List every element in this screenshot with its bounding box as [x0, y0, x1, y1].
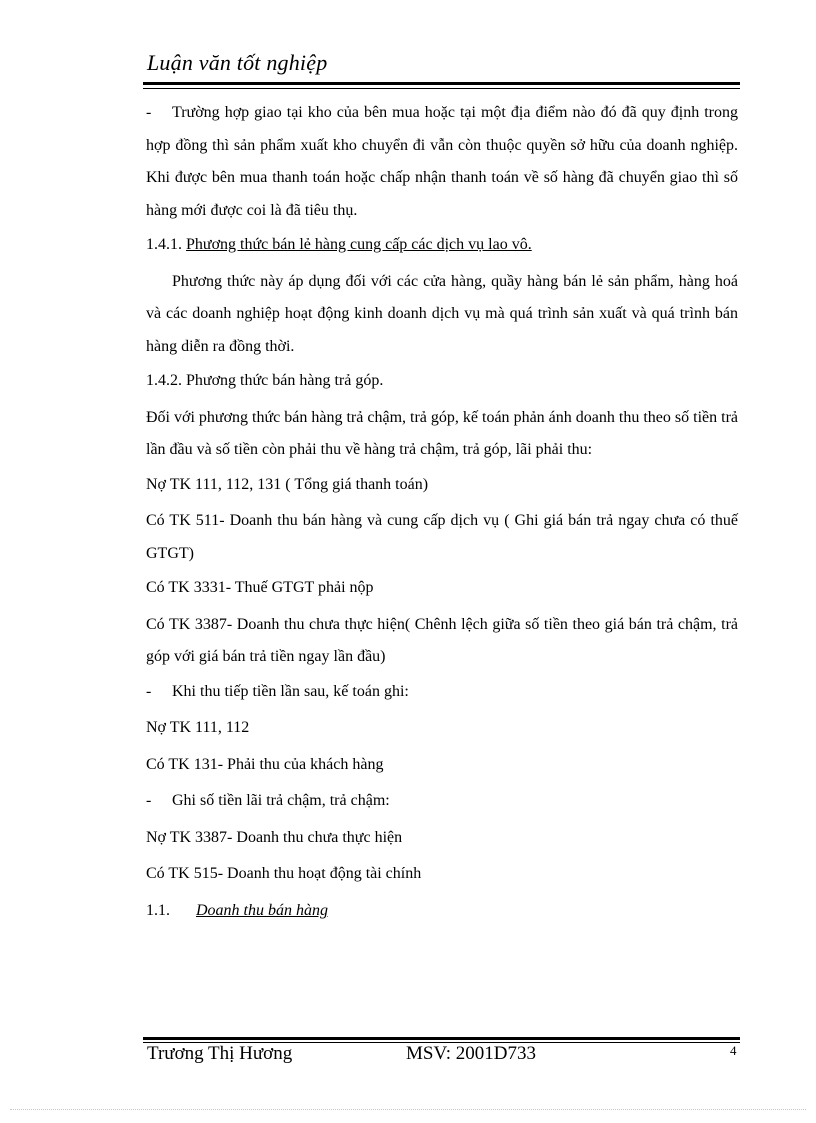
header-rule-thin [143, 88, 740, 89]
bullet-dash: - [146, 104, 152, 121]
paragraph-retail: Phương thức này áp dụng đối với các cửa hàng, quầy hàng bán lẻ sản phẩm, hàng hoá và các doanh nghiệp hoạt động kinh doanh dịch vụ mà quá trình sản xuất và quá trình bán hàng diễn ra đồng thời. [146, 272, 738, 355]
entry-debit-3387: Nợ TK 3387- Doanh thu chưa thực hiện [146, 828, 403, 846]
bullet-dash: - [146, 792, 152, 809]
entry-credit-3387: Có TK 3387- Doanh thu chưa thực hiện( Chênh lệch giữa số tiền theo giá bán trả chậm, trả góp với giá bán trả tiền ngay lần đầu) [146, 615, 738, 665]
heading-1-4-1 [146, 229, 738, 262]
bullet-dash: - [146, 682, 152, 700]
heading-1-4-1-number: 1.4.1. [146, 236, 182, 253]
bullet-interest [146, 785, 738, 818]
footer-student-id: MSV: 2001D733 [406, 1043, 537, 1064]
heading-1-1-number: 1.1. [146, 901, 170, 919]
entry-credit-131: Có TK 131- Phải thu của khách hàng [146, 755, 384, 773]
paragraph-delivery-text: Trường hợp giao tại kho của bên mua hoặc tại một địa điểm nào đó đã quy định trong hợp đồng thì sản phẩm xuất kho chuyển đi vẫn còn thuộc quyền sở hữu của doanh nghiệp. Khi được bên mua thanh toán hoặc chấp nhận thanh toán về số hàng đã chuyển giao thì số hàng mới được coi là đã tiêu thụ. [146, 104, 738, 219]
header-rule-thick [143, 82, 740, 85]
bullet-interest-text: Ghi số tiền lãi trả chậm, trả chậm: [172, 792, 390, 809]
heading-1-4-2: 1.4.2. Phương thức bán hàng trả góp. [146, 372, 384, 389]
footer-rule-thick [143, 1037, 740, 1040]
heading-1-1 [146, 895, 738, 928]
footer-author-name: Trương Thị Hương [147, 1043, 293, 1064]
entry-credit-515: Có TK 515- Doanh thu hoạt động tài chính [146, 865, 422, 882]
bullet-next-payment-text: Khi thu tiếp tiền lần sau, kế toán ghi: [172, 682, 409, 700]
page-number: 4 [730, 1043, 737, 1058]
header-title: Luận văn tốt nghiệp [147, 50, 328, 75]
entry-debit-111-112: Nợ TK 111, 112 [146, 719, 250, 736]
entry-credit-511: Có TK 511- Doanh thu bán hàng và cung cấp dịch vụ ( Ghi giá bán trả ngay chưa có thuế GTGT) [146, 512, 738, 562]
entry-credit-3331: Có TK 3331- Thuế GTGT phải nộp [146, 579, 374, 596]
page-body [146, 97, 738, 931]
bullet-next-payment [146, 676, 738, 709]
heading-1-1-title: Doanh thu bán hàng [196, 901, 328, 919]
entry-debit-111-112-131: Nợ TK 111, 112, 131 ( Tổng giá thanh toán) [146, 475, 429, 493]
heading-1-4-1-title: Phương thức bán lẻ hàng cung cấp các dịch vụ lao vô. [186, 236, 532, 253]
paragraph-installment: Đối với phương thức bán hàng trả chậm, trả góp, kế toán phản ánh doanh thu theo số tiền trả lần đầu và số tiền còn phải thu về hàng trả chậm, trả góp, lãi phải thu: [146, 408, 738, 458]
paragraph-delivery [146, 97, 738, 227]
page-bottom-dotted-line [10, 1109, 806, 1111]
